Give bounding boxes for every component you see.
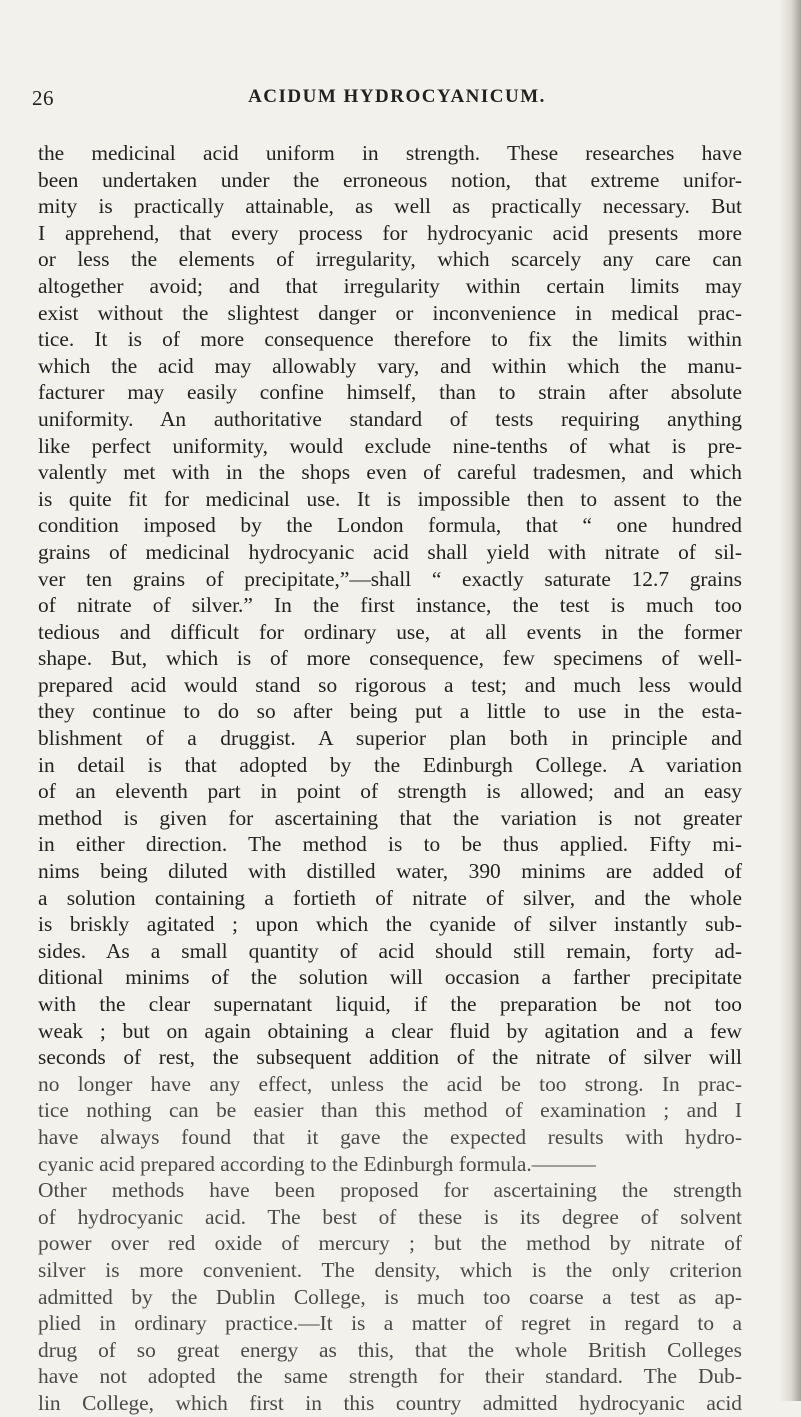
text-line: Other methods have been proposed for ascertaining the strength [38,1178,742,1203]
text-line: prepared acid would stand so rigorous a test; and much less would [38,672,742,697]
text-line: method is given for ascertaining that the variation is not greater [38,805,742,830]
text-line: facturer may easily confine himself, than to strain after absolute [38,380,742,405]
text-line: they continue to do so after being put a little to use in the esta- [38,699,742,724]
text-line: admitted by the Dublin College, is much too coarse a test as ap- [38,1284,742,1309]
text-line: tice. It is of more consequence therefore to fix the limits within [38,327,742,352]
body-text [38,140,742,1417]
text-line: have always found that it gave the expected results with hydro- [38,1124,742,1149]
text-line: been undertaken under the erroneous notion, that extreme unifor- [38,167,742,192]
text-line: or less the elements of irregularity, which scarcely any care can [38,247,742,272]
page-header [32,86,762,116]
text-line: altogether avoid; and that irregularity within certain limits may [38,273,742,298]
text-line: which the acid may allowably vary, and within which the manu- [38,353,742,378]
text-line: drug of so great energy as this, that the whole British Colleges [38,1337,742,1362]
text-line: is briskly agitated ; upon which the cyanide of silver instantly sub- [38,912,742,937]
text-line: silver is more convenient. The density, which is the only criterion [38,1257,742,1282]
text-line: seconds of rest, the subsequent addition of the nitrate of silver will [38,1045,742,1070]
text-line: power over red oxide of mercury ; but the method by nitrate of [38,1231,742,1256]
text-line: ver ten grains of precipitate,”—shall “ exactly saturate 12.7 grains [38,566,742,591]
text-line: I apprehend, that every process for hydrocyanic acid presents more [38,220,742,245]
text-line: is quite fit for medicinal use. It is impossible then to assent to the [38,486,742,511]
text-line: exist without the slightest danger or inconvenience in medical prac- [38,300,742,325]
text-line: the medicinal acid uniform in strength. These researches have [38,141,742,165]
text-line: like perfect uniformity, would exclude nine-tenths of what is pre- [38,433,742,458]
text-line: tedious and difficult for ordinary use, at all events in the former [38,619,742,644]
text-line: ditional minims of the solution will occasion a farther precipitate [38,965,742,990]
text-line: a solution containing a fortieth of nitrate of silver, and the whole [38,885,742,910]
text-line: tice nothing can be easier than this method of examination ; and I [38,1098,742,1123]
text-line: in either direction. The method is to be thus applied. Fifty mi- [38,832,742,857]
text-line: uniformity. An authoritative standard of tests requiring anything [38,406,742,431]
text-line: in detail is that adopted by the Edinburgh College. A variation [38,752,742,777]
text-line: grains of medicinal hydrocyanic acid shall yield with nitrate of sil- [38,539,742,564]
text-line: of nitrate of silver.” In the first instance, the test is much too [38,593,742,618]
running-head: ACIDUM HYDROCYANICUM. [248,86,546,107]
text-line: valently met with in the shops even of careful tradesmen, and which [38,460,742,485]
text-line: of an eleventh part in point of strength is allowed; and an easy [38,779,742,804]
text-line: plied in ordinary practice.—It is a matter of regret in regard to a [38,1311,742,1336]
text-line: cyanic acid prepared according to the Edinburgh formula.——— [38,1151,596,1176]
text-line: mity is practically attainable, as well as practically necessary. But [38,194,742,219]
text-line: no longer have any effect, unless the acid be too strong. In prac- [38,1071,742,1096]
text-line: shape. But, which is of more consequence, few specimens of well- [38,646,742,671]
text-line: condition imposed by the London formula, that “ one hundred [38,513,742,538]
text-line: weak ; but on again obtaining a clear fluid by agitation and a few [38,1018,742,1043]
text-line: nims being diluted with distilled water, 390 minims are added of [38,859,742,884]
text-line: of hydrocyanic acid. The best of these is its degree of solvent [38,1204,742,1229]
text-line: with the clear supernatant liquid, if the preparation be not too [38,992,742,1016]
text-line: blishment of a druggist. A superior plan both in principle and [38,726,742,751]
page-edge-shadow [779,0,801,1401]
page-number: 26 [32,86,54,110]
text-line: sides. As a small quantity of acid should still remain, forty ad- [38,938,742,963]
text-line: have not adopted the same strength for their standard. The Dub- [38,1364,742,1389]
text-line: lin College, which first in this country admitted hydrocyanic acid [38,1390,742,1415]
